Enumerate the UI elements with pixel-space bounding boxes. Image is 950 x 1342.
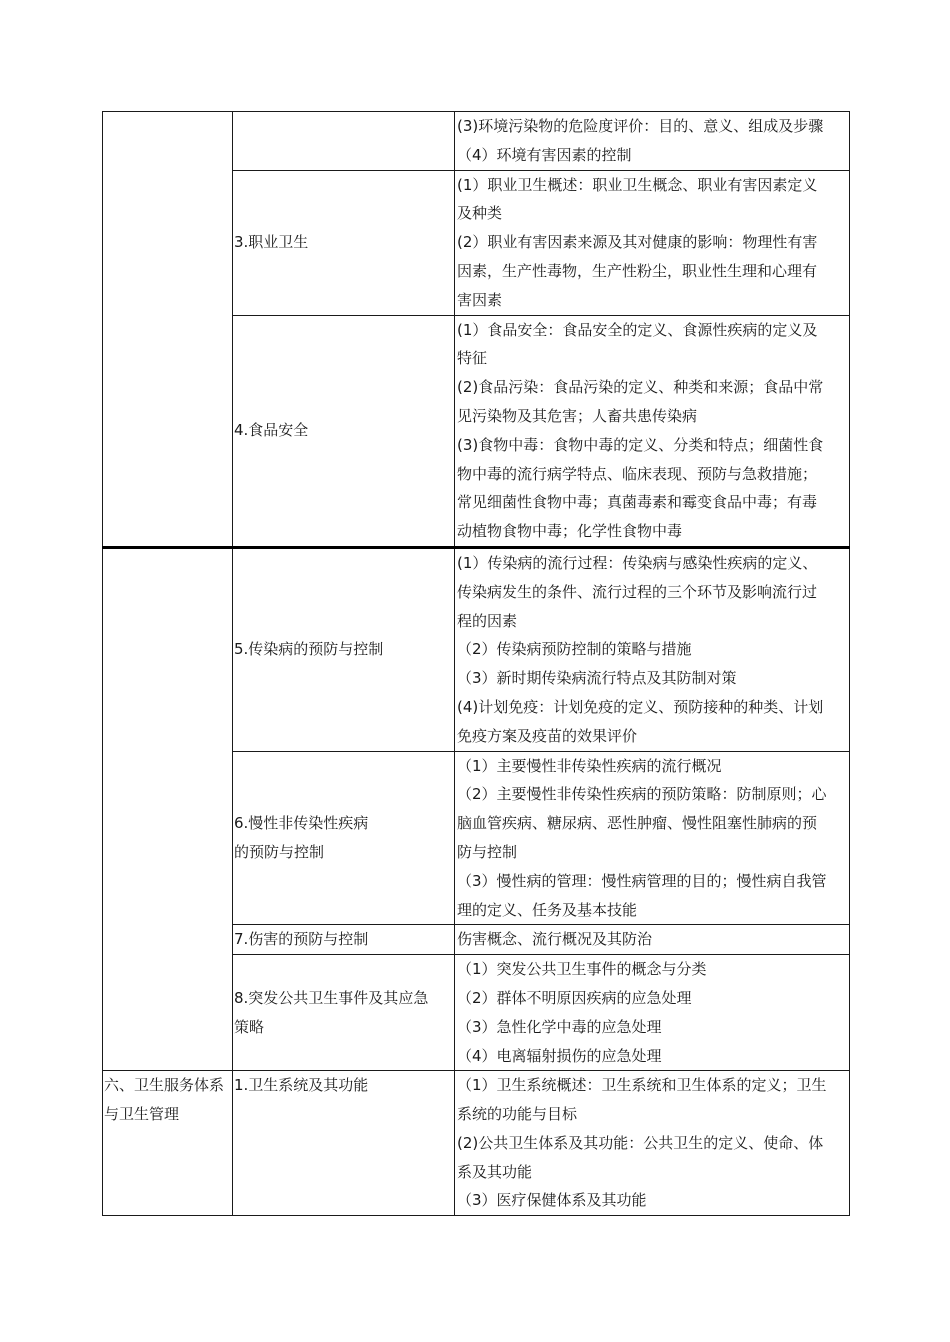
content-cell [455, 955, 850, 1071]
topic-label: 3.职业卫生 [234, 233, 309, 252]
topic-cell [233, 315, 455, 547]
content-line: (2)食品污染：食品污染的定义、种类和来源；食品中常 [457, 378, 824, 397]
content-line: （3）医疗保健体系及其功能 [457, 1191, 647, 1210]
content-line: (3)环境污染物的危险度评价：目的、意义、组成及步骤 [457, 117, 824, 135]
topic-label: 7.伤害的预防与控制 [234, 930, 369, 949]
topic-cell [233, 1071, 455, 1216]
content-cell [455, 112, 850, 171]
content-line: 特征 [457, 349, 488, 368]
content-line: 见污染物及其危害；人畜共患传染病 [457, 406, 698, 425]
topic-label: 策略 [234, 1017, 265, 1036]
topic-label: 4.食品安全 [234, 421, 309, 440]
content-cell [455, 1071, 850, 1216]
content-line: 及种类 [457, 204, 503, 223]
topic-label: 6.慢性非传染性疾病 [234, 814, 369, 833]
category-cell [103, 112, 233, 548]
content-line: 系及其功能 [457, 1162, 533, 1181]
topic-label: 8.突发公共卫生事件及其应急 [234, 988, 429, 1007]
content-line: 传染病发生的条件、流行过程的三个环节及影响流行过 [457, 582, 818, 601]
topic-label: 的预防与控制 [234, 842, 325, 861]
category-label: 与卫生管理 [104, 1105, 180, 1124]
content-cell [455, 925, 850, 955]
category-cell [103, 1071, 233, 1216]
table-row [103, 1071, 850, 1216]
content-line: （4）环境有害因素的控制 [457, 145, 632, 164]
content-line: (3)食物中毒：食物中毒的定义、分类和特点；细菌性食 [457, 435, 824, 454]
content-line: (1）食品安全：食品安全的定义、食源性疾病的定义及 [457, 320, 818, 339]
topic-cell [233, 112, 455, 171]
content-cell [455, 170, 850, 315]
content-line: （3）急性化学中毒的应急处理 [457, 1017, 662, 1036]
content-line: 伤害概念、流行概况及其防治 [457, 930, 653, 949]
topic-label: 5.传染病的预防与控制 [234, 640, 384, 659]
content-line: (2)公共卫生体系及其功能：公共卫生的定义、使命、体 [457, 1133, 824, 1152]
content-line: 脑血管疾病、糖尿病、恶性肿瘤、慢性阻塞性肺病的预 [457, 814, 818, 833]
content-line: （1）突发公共卫生事件的概念与分类 [457, 960, 707, 979]
topic-cell [233, 547, 455, 751]
content-line: 常见细菌性食物中毒；真菌毒素和霉变食品中毒；有毒 [457, 493, 818, 512]
content-line: (4)计划免疫：计划免疫的定义、预防接种的种类、计划 [457, 697, 824, 716]
content-line: （1）主要慢性非传染性疾病的流行概况 [457, 756, 722, 775]
content-line: 免疫方案及疫苗的效果评价 [457, 726, 638, 745]
topic-cell [233, 751, 455, 925]
content-line: 防与控制 [457, 842, 518, 861]
content-line: （4）电离辐射损伤的应急处理 [457, 1046, 662, 1065]
content-line: 动植物食物中毒；化学性食物中毒 [457, 522, 683, 541]
table-row [103, 547, 850, 751]
category-cell [103, 547, 233, 1070]
content-line: (1）传染病的流行过程：传染病与感染性疾病的定义、 [457, 553, 818, 572]
content-line: (2）职业有害因素来源及其对健康的影响：物理性有害 [457, 233, 818, 252]
topic-cell [233, 925, 455, 955]
content-line: 系统的功能与目标 [457, 1105, 578, 1124]
content-cell [455, 315, 850, 547]
content-line: （3）慢性病的管理：慢性病管理的目的；慢性病自我管 [457, 871, 827, 890]
syllabus-table [102, 111, 850, 1216]
content-cell [455, 547, 850, 751]
content-line: 害因素 [457, 290, 503, 309]
content-cell [455, 751, 850, 925]
content-line: 理的定义、任务及基本技能 [457, 900, 638, 919]
topic-cell [233, 955, 455, 1071]
content-line: （1）卫生系统概述：卫生系统和卫生体系的定义；卫生 [457, 1076, 827, 1095]
content-line: （3）新时期传染病流行特点及其防制对策 [457, 669, 737, 688]
content-line: 程的因素 [457, 611, 518, 630]
content-line: 因素，生产性毒物，生产性粉尘，职业性生理和心理有 [457, 261, 818, 280]
category-label: 六、卫生服务体系 [104, 1076, 225, 1095]
content-line: （2）传染病预防控制的策略与措施 [457, 640, 692, 659]
content-line: （2）群体不明原因疾病的应急处理 [457, 988, 692, 1007]
content-line: （2）主要慢性非传染性疾病的预防策略：防制原则；心 [457, 785, 827, 804]
content-line: (1）职业卫生概述：职业卫生概念、职业有害因素定义 [457, 175, 818, 194]
topic-cell [233, 170, 455, 315]
table-row [103, 112, 850, 171]
topic-label: 1.卫生系统及其功能 [234, 1076, 369, 1095]
content-line: 物中毒的流行病学特点、临床表现、预防与急救措施； [457, 464, 818, 483]
